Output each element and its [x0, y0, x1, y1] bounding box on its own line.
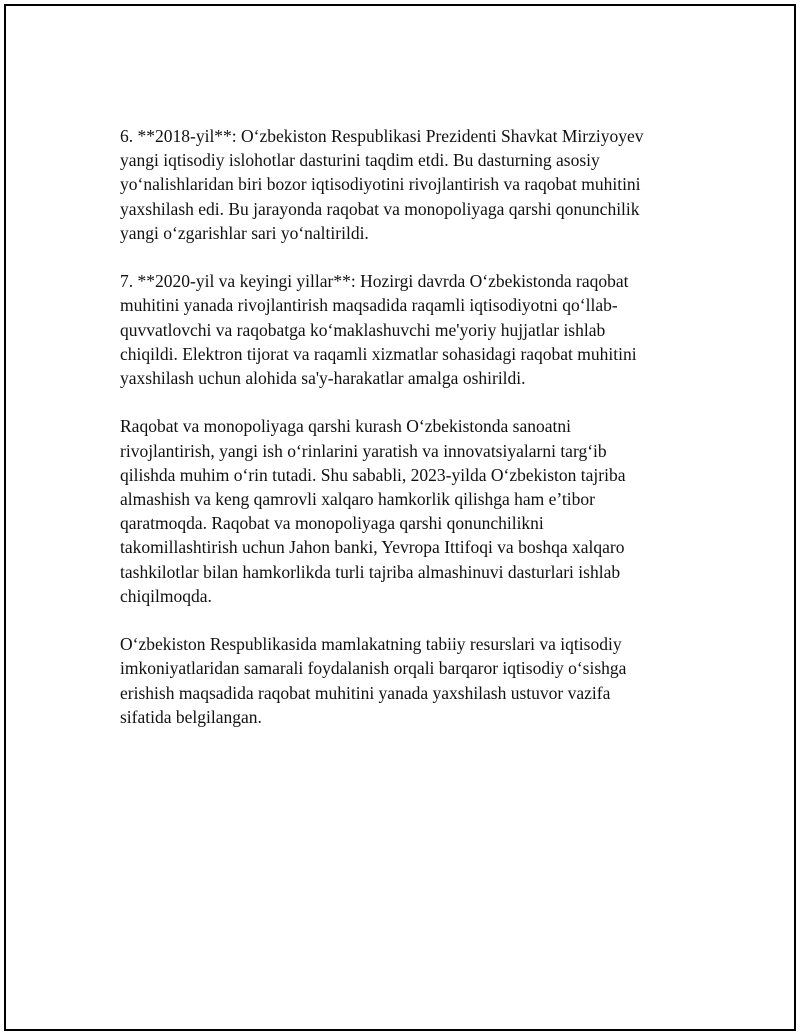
- text-line: tashkilotlar bilan hamkorlikda turli tajriba almashinuvi dasturlari ishlab: [120, 561, 621, 582]
- text-line: imkoniyatlaridan samarali foydalanish orqali barqaror iqtisodiy o‘sishga: [120, 658, 627, 679]
- text-line: quvvatlovchi va raqobatga ko‘maklashuvchi me'yoriy hujjatlar ishlab: [120, 319, 606, 340]
- text-line: almashish va keng qamrovli xalqaro hamkorlik qilishga ham e’tibor: [120, 489, 595, 510]
- text-line: 7. **2020-yil va keyingi yillar**: Hozirgi davrda O‘zbekistonda raqobat: [120, 271, 629, 292]
- text-line: muhitini yanada rivojlantirish maqsadida raqamli iqtisodiyotni qo‘llab-: [120, 295, 618, 316]
- text-line: chiqilmoqda.: [120, 585, 212, 606]
- paragraph-2018: [120, 124, 680, 245]
- text-line: takomillashtirish uchun Jahon banki, Yevropa Ittifoqi va boshqa xalqaro: [120, 537, 625, 558]
- text-line: O‘zbekiston Respublikasida mamlakatning tabiiy resurslari va iqtisodiy: [120, 634, 622, 655]
- text-line: sifatida belgilangan.: [120, 706, 262, 727]
- paragraph-competition: [120, 414, 680, 608]
- text-line: yo‘nalishlaridan biri bozor iqtisodiyotini rivojlantirish va raqobat muhitini: [120, 174, 641, 195]
- text-line: yangi o‘zgarishlar sari yo‘naltirildi.: [120, 222, 369, 243]
- paragraph-2020: [120, 269, 680, 390]
- text-line: Raqobat va monopoliyaga qarshi kurash O‘zbekistonda sanoatni: [120, 416, 572, 437]
- text-line: rivojlantirish, yangi ish o‘rinlarini yaratish va innovatsiyalarni targ‘ib: [120, 440, 607, 461]
- text-line: qilishda muhim o‘rin tutadi. Shu sababli, 2023-yilda O‘zbekiston tajriba: [120, 464, 626, 485]
- text-line: chiqildi. Elektron tijorat va raqamli xizmatlar sohasidagi raqobat muhitini: [120, 343, 637, 364]
- text-line: qaratmoqda. Raqobat va monopoliyaga qarshi qonunchilikni: [120, 513, 544, 534]
- text-line: erishish maqsadida raqobat muhitini yanada yaxshilash ustuvor vazifa: [120, 682, 611, 703]
- document-body: [120, 124, 680, 753]
- text-line: yaxshilash uchun alohida sa'y-harakatlar amalga oshirildi.: [120, 368, 526, 389]
- text-line: 6. **2018-yil**: O‘zbekiston Respublikasi Prezidenti Shavkat Mirziyoyev: [120, 126, 644, 146]
- text-line: yangi iqtisodiy islohotlar dasturini taqdim etdi. Bu dasturning asosiy: [120, 150, 600, 171]
- page-frame: [4, 4, 796, 1031]
- paragraph-conclusion: [120, 632, 680, 729]
- text-line: yaxshilash edi. Bu jarayonda raqobat va monopoliyaga qarshi qonunchilik: [120, 198, 640, 219]
